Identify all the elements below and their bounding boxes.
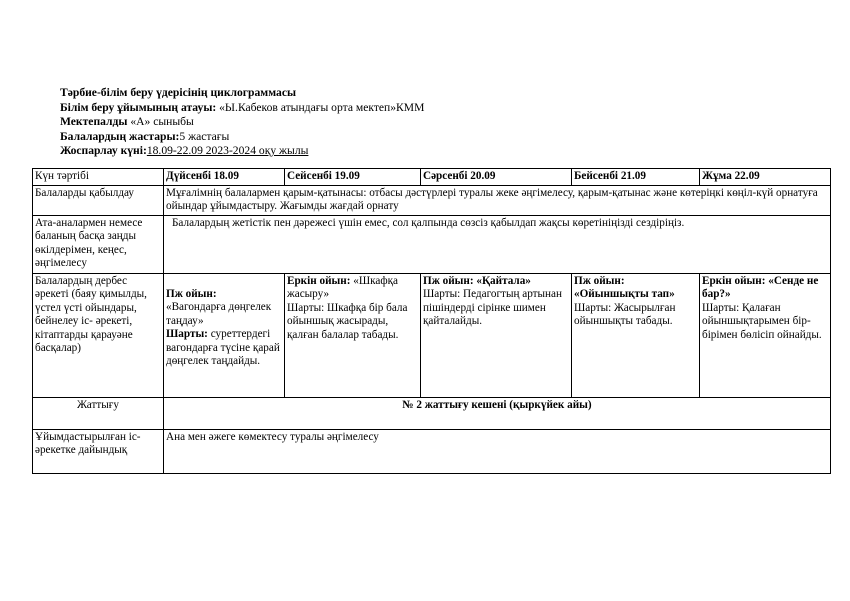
row-label-exercise: Жаттығу — [33, 397, 164, 429]
friday-activity-rules: Шарты: Қалаған ойыншықтарымен бір-бірімен бөлісіп ойнайды. — [702, 301, 822, 341]
column-header-tuesday: Сейсенбі 19.09 — [285, 169, 421, 186]
monday-activity-rules-label: Шарты: — [166, 328, 208, 340]
cyclogram-table — [32, 168, 831, 474]
column-header-schedule: Күн тәртібі — [33, 169, 164, 186]
friday-activity-title: Еркін ойын: «Сенде не бар?» — [702, 274, 819, 300]
column-header-wednesday: Сәрсенбі 20.09 — [421, 169, 572, 186]
age-line: Балалардың жастары:5 жастағы — [60, 129, 230, 143]
table-row-reception — [33, 185, 831, 215]
monday-activity-rules: суреттердегі вагондарға түсіне қарай дөңгелек таңдайды. — [166, 328, 280, 367]
organization-line: Білім беру ұйымының атауы: «Ы.Кабеков атындағы орта мектеп»КММ — [60, 100, 425, 114]
wednesday-activity — [421, 273, 572, 397]
table-row-exercise — [33, 397, 831, 429]
row-label-preparation: Ұйымдастырылған іс-әрекетке дайындық — [33, 429, 164, 473]
wednesday-activity-title: Пж ойын: «Қайтала» — [423, 274, 531, 287]
document-header — [60, 86, 424, 159]
column-header-friday: Жұма 22.09 — [700, 169, 831, 186]
wednesday-activity-rules: Шарты: Педагогтың артынан пішіндерді сірінке шимен қайталайды. — [423, 288, 563, 327]
exercise-content: № 2 жаттығу кешені (қыркүйек айы) — [164, 397, 831, 429]
tuesday-activity — [285, 273, 421, 397]
thursday-activity-rules: Шарты: Жасырылған ойыншықты табады. — [574, 301, 676, 327]
column-header-monday: Дүйсенбі 18.09 — [164, 169, 285, 186]
monday-activity-title: Пж ойын: — [166, 287, 217, 300]
column-header-thursday: Бейсенбі 21.09 — [572, 169, 700, 186]
table-row-preparation — [33, 429, 831, 473]
table-header-row — [33, 169, 831, 186]
table-row-parents — [33, 215, 831, 273]
reception-content: Мұғалімнің балалармен қарым-қатынасы: отбасы дәстүрлері туралы жеке әңгімелесу, қарым-қатынас және көтеріңкі көңіл-күй орнатуға ойындар ұйымдастыру. Жағымды жағдай орнату — [164, 185, 831, 215]
friday-activity — [700, 273, 831, 397]
tuesday-activity-game: «Шкафқа жасыру» — [287, 274, 398, 300]
table-row-independent-activity — [33, 273, 831, 397]
group-line: Мектепалды «А» сыныбы — [60, 115, 194, 128]
tuesday-activity-title: Еркін ойын: — [287, 274, 351, 287]
document-title: Тәрбие-білім беру үдерісінің циклограммасы — [60, 86, 297, 99]
monday-activity — [164, 273, 285, 397]
planning-date-line: Жоспарлау күні:18.09-22.09 2023-2024 оқу жылы — [60, 144, 309, 157]
preparation-content: Ана мен әжеге көмектесу туралы әңгімелесу — [164, 429, 831, 473]
row-label-reception: Балаларды қабылдау — [33, 185, 164, 215]
monday-activity-game: «Вагондарға дөңгелек таңдау» — [166, 301, 272, 327]
tuesday-activity-rules: Шарты: Шкафқа бір бала ойыншық жасырады, қалған балалар табады. — [287, 301, 408, 341]
parents-content: Балалардың жетістік пен дәрежесі үшін емес, сол қалпында сөзсіз қабылдап жақсы көретініңізді сездіріңіз. — [164, 215, 831, 273]
row-label-independent-activity: Балалардың дербес әрекеті (баяу қимылды, үстел үсті ойындары, бейнелеу іс- әрекеті, кітаптарды қарауәне басқалар) — [33, 273, 164, 397]
thursday-activity-title: Пж ойын: «Ойыншықты тап» — [574, 274, 675, 300]
row-label-parents: Ата-аналармен немесе баланың басқа заңды өкілдерімен, кеңес, әңгімелесу — [33, 215, 164, 273]
thursday-activity — [572, 273, 700, 397]
